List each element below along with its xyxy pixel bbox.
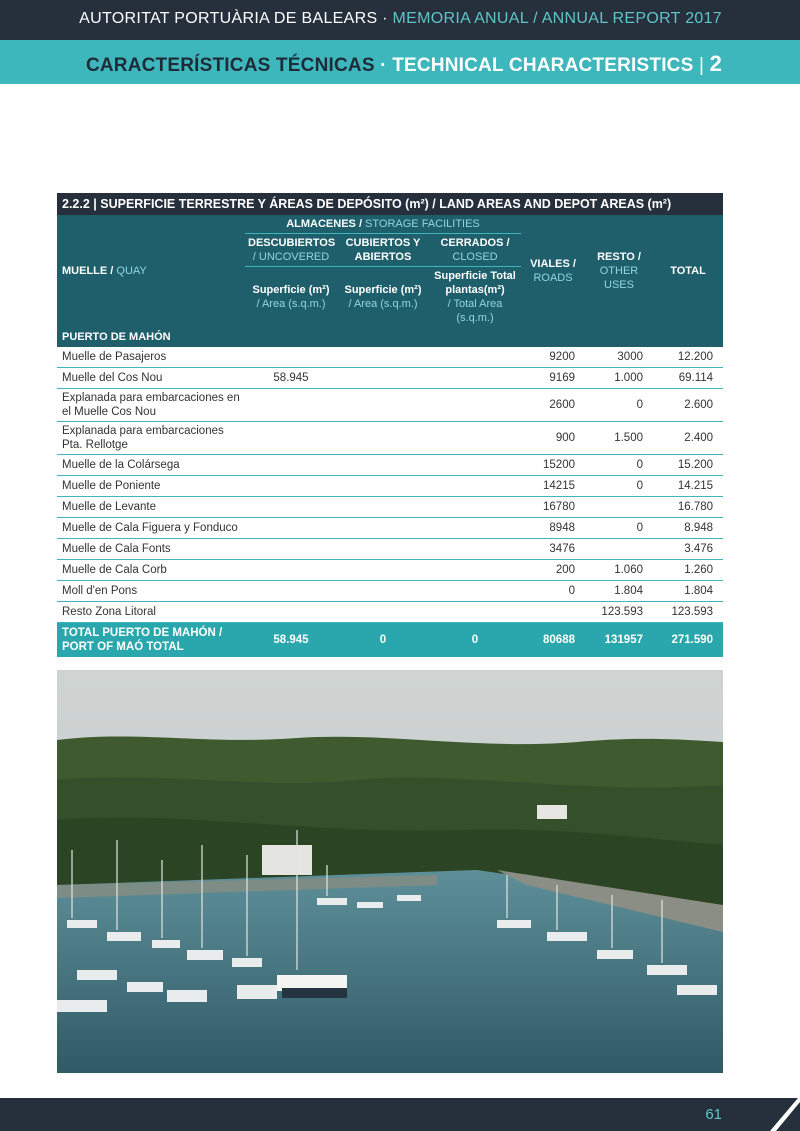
table-row	[57, 602, 723, 623]
roads-cell: 8948	[521, 518, 585, 539]
header-closed	[429, 234, 521, 267]
uncovered-cell	[245, 581, 337, 602]
closed-cell	[429, 602, 521, 623]
other-cell	[585, 539, 653, 560]
covered-cell	[337, 455, 429, 476]
total-cell: 8.948	[653, 518, 723, 539]
total-cell: 3.476	[653, 539, 723, 560]
table-row	[57, 560, 723, 581]
table-row	[57, 476, 723, 497]
quay-name-cell: Muelle de Cala Fonts	[57, 539, 245, 560]
header-roads-en: ROADS	[533, 272, 573, 284]
covered-cell	[337, 347, 429, 368]
header-uncovered	[245, 234, 337, 267]
closed-cell	[429, 368, 521, 389]
uncovered-cell	[245, 476, 337, 497]
header-storage	[245, 215, 521, 234]
covered-cell	[337, 476, 429, 497]
port-section-label: PUERTO DE MAHÓN	[57, 327, 723, 347]
other-cell: 0	[585, 455, 653, 476]
uncovered-cell	[245, 539, 337, 560]
header-slash: /	[528, 10, 542, 27]
other-cell: 123.593	[585, 602, 653, 623]
covered-cell	[337, 497, 429, 518]
footer-bar	[0, 1098, 800, 1131]
total-cell: 12.200	[653, 347, 723, 368]
roads-cell	[521, 602, 585, 623]
total-label	[57, 623, 245, 658]
harbour-photo-image	[57, 670, 723, 1073]
roads-cell: 9200	[521, 347, 585, 368]
roads-cell: 14215	[521, 476, 585, 497]
total-row	[57, 623, 723, 658]
header-quay	[57, 215, 245, 327]
header-area1-b: / Area (s.q.m.)	[256, 298, 326, 310]
header-roads	[521, 215, 585, 327]
page-number: 61	[705, 1106, 722, 1123]
covered-cell	[337, 539, 429, 560]
quay-name-cell: Muelle de Poniente	[57, 476, 245, 497]
header-quay-es: MUELLE /	[62, 265, 114, 277]
table-row	[57, 581, 723, 602]
total-roads: 80688	[521, 623, 585, 658]
roads-cell: 2600	[521, 389, 585, 422]
total-total: 271.590	[653, 623, 723, 658]
covered-cell	[337, 422, 429, 455]
total-cell: 15.200	[653, 455, 723, 476]
harbour-photo	[57, 670, 723, 1073]
report-title-ca: MEMORIA ANUAL	[392, 10, 529, 27]
total-covered: 0	[337, 623, 429, 658]
uncovered-cell	[245, 560, 337, 581]
total-cell: 2.600	[653, 389, 723, 422]
table-row	[57, 422, 723, 455]
quay-name-cell: Resto Zona Litoral	[57, 602, 245, 623]
other-cell	[585, 497, 653, 518]
section-title	[86, 51, 722, 77]
other-cell: 0	[585, 518, 653, 539]
closed-cell	[429, 476, 521, 497]
other-cell: 1.804	[585, 581, 653, 602]
total-cell: 14.215	[653, 476, 723, 497]
other-cell: 0	[585, 389, 653, 422]
total-uncovered: 58.945	[245, 623, 337, 658]
quay-name-cell: Muelle de Cala Corb	[57, 560, 245, 581]
table-row	[57, 455, 723, 476]
header-roads-es: VIALES /	[530, 258, 576, 270]
total-cell: 1.804	[653, 581, 723, 602]
total-label-b: PORT OF MAÓ TOTAL	[62, 641, 184, 653]
header-area3-a: Superficie Total	[434, 270, 516, 282]
header-area-closed	[429, 267, 521, 328]
other-cell: 0	[585, 476, 653, 497]
table-title: 2.2.2 | SUPERFICIE TERRESTRE Y ÁREAS DE DEPÓSITO (m²) / LAND AREAS AND DEPOT AREAS (m²)	[57, 193, 723, 215]
section-header-band	[0, 40, 800, 84]
table-row	[57, 368, 723, 389]
table-row	[57, 389, 723, 422]
table-row	[57, 539, 723, 560]
uncovered-cell	[245, 602, 337, 623]
header-storage-es: ALMACENES /	[286, 218, 362, 230]
table-row	[57, 347, 723, 368]
roads-cell: 200	[521, 560, 585, 581]
uncovered-cell	[245, 497, 337, 518]
quay-name-cell: Explanada para embarcaciones Pta. Rellotge	[57, 422, 245, 455]
total-closed: 0	[429, 623, 521, 658]
total-cell: 1.260	[653, 560, 723, 581]
section-row	[57, 327, 723, 347]
header-other-en1: OTHER	[599, 265, 639, 277]
header-covered	[337, 234, 429, 267]
closed-cell	[429, 560, 521, 581]
report-header-text	[79, 10, 722, 28]
closed-cell	[429, 539, 521, 560]
top-header-bar	[0, 0, 800, 40]
header-area3-d: (s.q.m.)	[456, 312, 494, 324]
closed-cell	[429, 518, 521, 539]
table-body	[57, 347, 723, 623]
quay-name-cell: Muelle del Cos Nou	[57, 368, 245, 389]
closed-cell	[429, 497, 521, 518]
other-cell: 1.060	[585, 560, 653, 581]
total-cell: 123.593	[653, 602, 723, 623]
report-title-en: ANNUAL REPORT 2017	[541, 10, 722, 27]
section-title-es: CARACTERÍSTICAS TÉCNICAS	[85, 55, 375, 76]
roads-cell: 16780	[521, 497, 585, 518]
closed-cell	[429, 455, 521, 476]
header-covered-es2: ABIERTOS	[354, 251, 412, 263]
uncovered-cell	[245, 455, 337, 476]
header-other-en2: USES	[604, 279, 634, 291]
roads-cell: 15200	[521, 455, 585, 476]
quay-name-cell: Muelle de la Colársega	[57, 455, 245, 476]
quay-name-cell: Explanada para embarcaciones en el Muelle Cos Nou	[57, 389, 245, 422]
table-title-row	[57, 193, 723, 215]
closed-cell	[429, 389, 521, 422]
header-uncovered-es: DESCUBIERTOS	[248, 237, 336, 249]
total-cell: 69.114	[653, 368, 723, 389]
section-number: 2	[709, 51, 722, 76]
other-cell: 3000	[585, 347, 653, 368]
covered-cell	[337, 368, 429, 389]
header-row-1	[57, 215, 723, 234]
covered-cell	[337, 389, 429, 422]
section-dot: ·	[374, 55, 393, 76]
quay-name-cell: Moll d'en Pons	[57, 581, 245, 602]
section-title-en: TECHNICAL CHARACTERISTICS	[392, 55, 694, 76]
covered-cell	[337, 581, 429, 602]
covered-cell	[337, 560, 429, 581]
header-other-es: RESTO /	[597, 251, 641, 263]
total-cell: 16.780	[653, 497, 723, 518]
table-row	[57, 497, 723, 518]
header-closed-en: CLOSED	[452, 251, 498, 263]
header-area2-a: Superficie (m²)	[344, 284, 422, 296]
footer-stripe-icon	[740, 1098, 800, 1131]
header-area1-a: Superficie (m²)	[252, 284, 330, 296]
roads-cell: 9169	[521, 368, 585, 389]
land-areas-table	[57, 193, 723, 657]
header-other	[585, 215, 653, 327]
header-area2-b: / Area (s.q.m.)	[348, 298, 418, 310]
org-name: AUTORITAT PORTUÀRIA DE BALEARS	[79, 10, 378, 27]
header-total: TOTAL	[653, 215, 723, 327]
other-cell: 1.500	[585, 422, 653, 455]
header-area3-b: plantas(m²)	[445, 284, 505, 296]
roads-cell: 3476	[521, 539, 585, 560]
closed-cell	[429, 347, 521, 368]
header-uncovered-en: / UNCOVERED	[252, 251, 330, 263]
roads-cell: 900	[521, 422, 585, 455]
total-other: 131957	[585, 623, 653, 658]
quay-name-cell: Muelle de Cala Figuera y Fonduco	[57, 518, 245, 539]
other-cell: 1.000	[585, 368, 653, 389]
total-label-a: TOTAL PUERTO DE MAHÓN /	[62, 627, 223, 639]
quay-name-cell: Muelle de Pasajeros	[57, 347, 245, 368]
roads-cell: 0	[521, 581, 585, 602]
uncovered-cell	[245, 389, 337, 422]
header-closed-es: CERRADOS /	[440, 237, 510, 249]
header-quay-en: QUAY	[113, 265, 147, 277]
header-area-uncovered	[245, 267, 337, 328]
section-bar: |	[693, 55, 710, 76]
header-covered-es: CUBIERTOS Y	[345, 237, 421, 249]
land-areas-table-container	[57, 193, 723, 657]
header-dot: ·	[377, 10, 393, 27]
covered-cell	[337, 602, 429, 623]
uncovered-cell	[245, 518, 337, 539]
uncovered-cell: 58.945	[245, 368, 337, 389]
quay-name-cell: Muelle de Levante	[57, 497, 245, 518]
total-cell: 2.400	[653, 422, 723, 455]
uncovered-cell	[245, 347, 337, 368]
covered-cell	[337, 518, 429, 539]
closed-cell	[429, 581, 521, 602]
header-storage-en: STORAGE FACILITIES	[362, 218, 480, 230]
header-area-covered	[337, 267, 429, 328]
table-row	[57, 518, 723, 539]
header-area3-c: / Total Area	[447, 298, 503, 310]
uncovered-cell	[245, 422, 337, 455]
closed-cell	[429, 422, 521, 455]
